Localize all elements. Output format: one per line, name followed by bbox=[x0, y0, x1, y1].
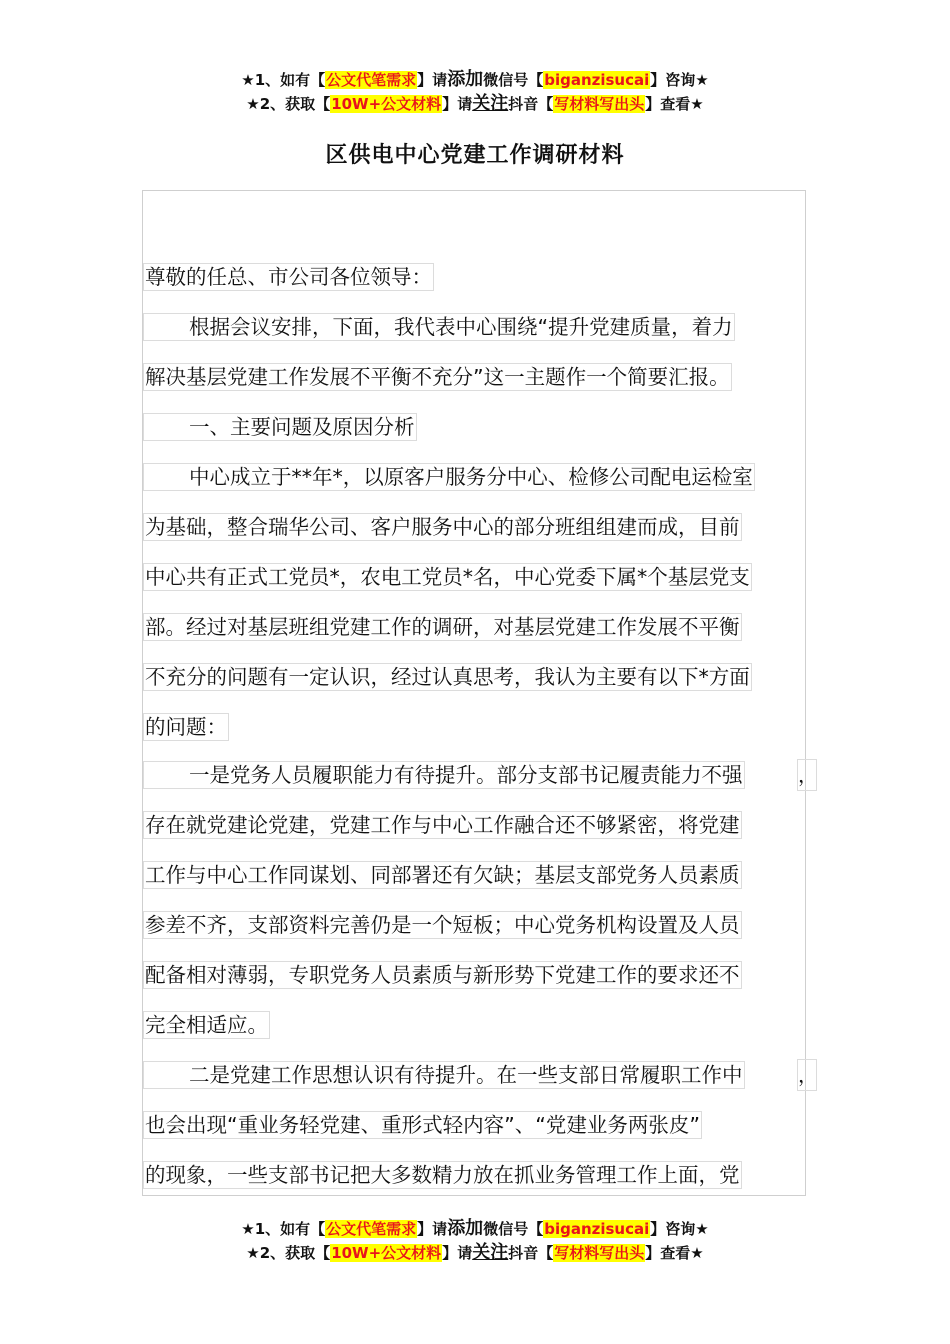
text-line: 中心成立于**年*，以原客户服务分中心、检修公司配电运检室 bbox=[145, 462, 753, 492]
text-line: 的问题： bbox=[145, 712, 227, 742]
section-heading: 一、主要问题及原因分析 bbox=[145, 412, 415, 442]
text-line: 尊敬的任总、市公司各位领导： bbox=[145, 262, 432, 292]
wechat-id: biganzisucai bbox=[544, 1220, 650, 1238]
promo-line-1: ★1、如有【公文代笔需求】请添加微信号【biganzisucai】咨询★ bbox=[241, 1218, 709, 1239]
douyin-account: 写材料写出头 bbox=[554, 1244, 645, 1262]
text-line: 根据会议安排，下面，我代表中心围绕“提升党建质量，着力 bbox=[145, 312, 733, 342]
promo-banner-bottom bbox=[0, 1217, 950, 1265]
promo-banner-top bbox=[0, 68, 950, 116]
overflow-mark: ， bbox=[797, 759, 817, 791]
text-line: 解决基层党建工作发展不平衡不充分”这一主题作一个简要汇报。 bbox=[145, 362, 730, 392]
promo-line-2: ★2、获取【10W+公文材料】请关注抖音【写材料写出头】查看★ bbox=[246, 93, 704, 114]
text-line: 部。经过对基层班组党建工作的调研，对基层党建工作发展不平衡 bbox=[145, 612, 740, 642]
text-line: 中心共有正式工党员*，农电工党员*名，中心党委下属*个基层党支 bbox=[145, 562, 750, 592]
promo-highlight: 公文代笔需求 bbox=[326, 71, 417, 89]
text-line: 完全相适应。 bbox=[145, 1010, 268, 1040]
promo-highlight: 10W+公文材料 bbox=[331, 1244, 442, 1262]
promo-highlight: 10W+公文材料 bbox=[331, 95, 442, 113]
wechat-id: biganzisucai bbox=[544, 71, 650, 89]
document-title: 区供电中心党建工作调研材料 bbox=[325, 143, 625, 168]
text-line: 二是党建工作思想认识有待提升。在一些支部日常履职工作中 bbox=[145, 1060, 743, 1090]
text-line: 存在就党建论党建，党建工作与中心工作融合还不够紧密，将党建 bbox=[145, 810, 740, 840]
text-line: 不充分的问题有一定认识，经过认真思考，我认为主要有以下*方面 bbox=[145, 662, 750, 692]
text-line: 的现象，一些支部书记把大多数精力放在抓业务管理工作上面，党 bbox=[145, 1160, 740, 1190]
douyin-account: 写材料写出头 bbox=[554, 95, 645, 113]
text-line: 一是党务人员履职能力有待提升。部分支部书记履责能力不强 bbox=[145, 760, 743, 790]
text-line: 工作与中心工作同谋划、同部署还有欠缺；基层支部党务人员素质 bbox=[145, 860, 740, 890]
text-line: 配备相对薄弱，专职党务人员素质与新形势下党建工作的要求还不 bbox=[145, 960, 740, 990]
overflow-mark: ， bbox=[797, 1059, 817, 1091]
promo-line-1: ★1、如有【公文代笔需求】请添加微信号【biganzisucai】咨询★ bbox=[241, 69, 709, 90]
promo-line-2: ★2、获取【10W+公文材料】请关注抖音【写材料写出头】查看★ bbox=[246, 1242, 704, 1263]
text-line: 为基础，整合瑞华公司、客户服务中心的部分班组组建而成，目前 bbox=[145, 512, 740, 542]
text-line: 参差不齐，支部资料完善仍是一个短板；中心党务机构设置及人员 bbox=[145, 910, 740, 940]
promo-highlight: 公文代笔需求 bbox=[326, 1220, 417, 1238]
text-line: 也会出现“重业务轻党建、重形式轻内容”、“党建业务两张皮” bbox=[145, 1110, 700, 1140]
